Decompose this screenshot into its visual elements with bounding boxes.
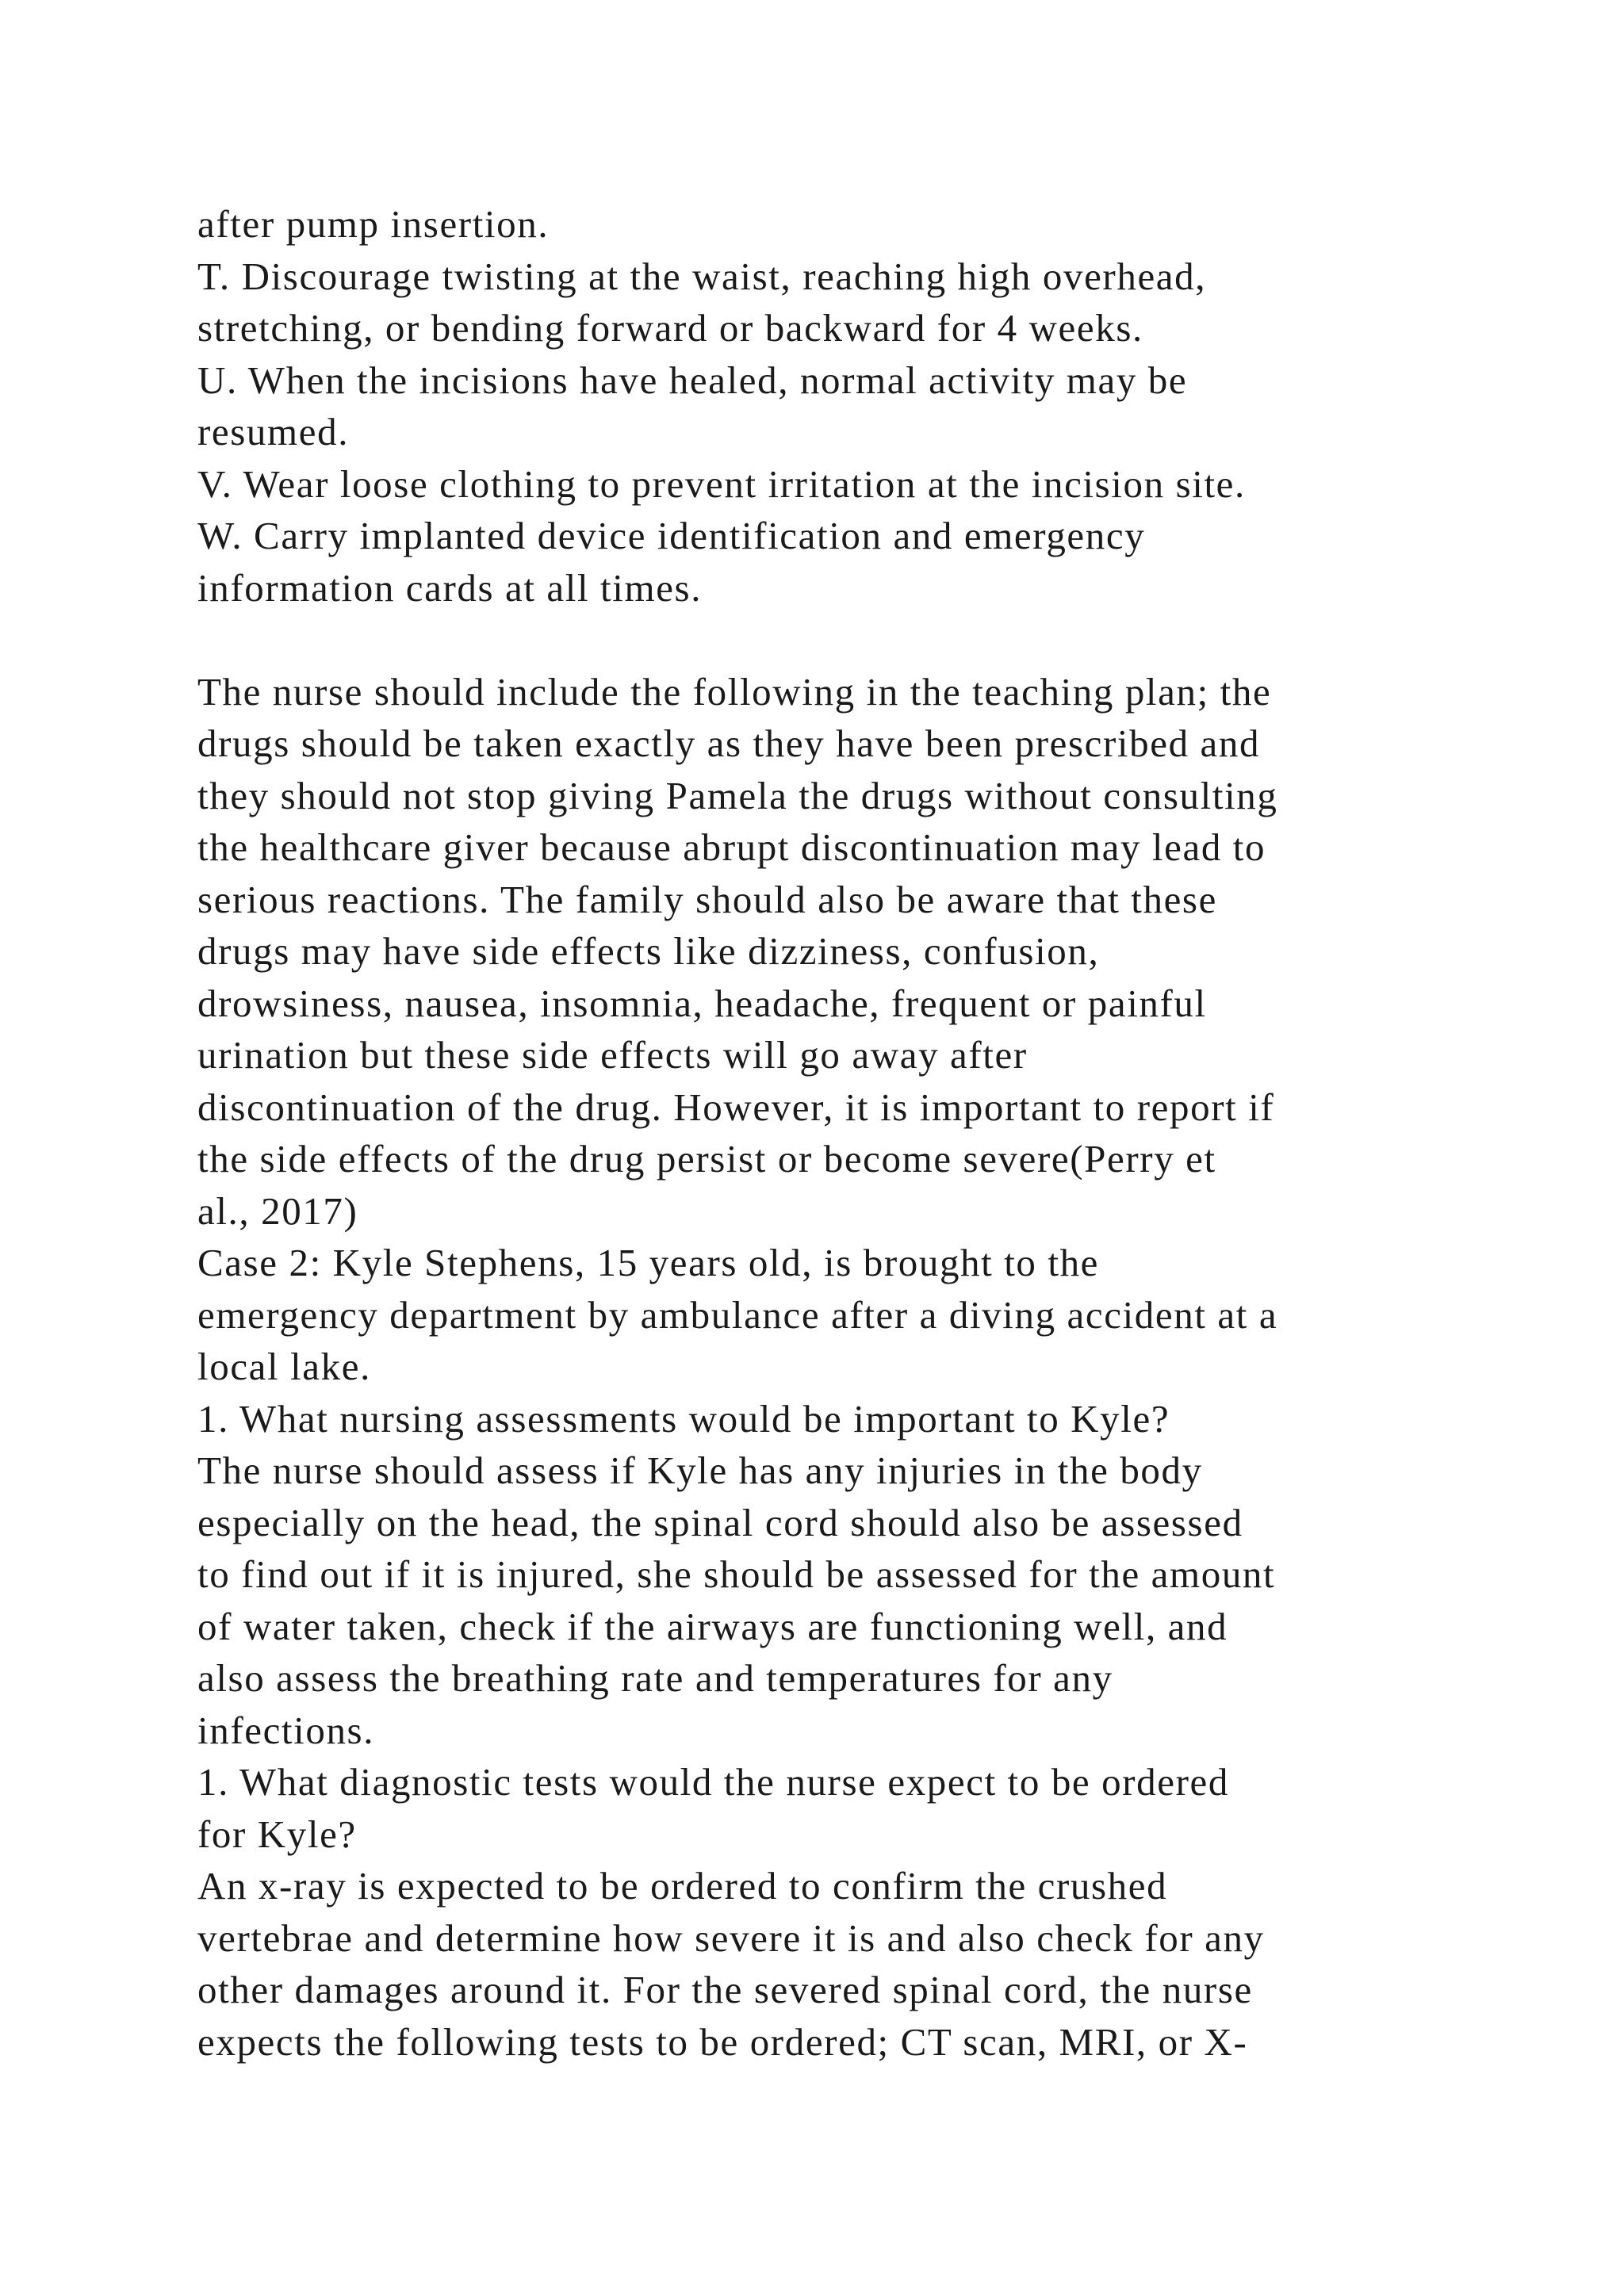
case-heading: Case 2: Kyle Stephens, 15 years old, is brought to the <box>197 1241 1100 1284</box>
question-line: 1. What nursing assessments would be important to Kyle? <box>197 1396 1170 1441</box>
text-line: serious reactions. The family should also be aware that these <box>197 877 1217 921</box>
text-line: vertebrae and determine how severe it is and also check for any <box>197 1915 1265 1960</box>
text-line: drowsiness, nausea, insomnia, headache, frequent or painful <box>197 981 1207 1025</box>
text-line: to find out if it is injured, she should be assessed for the amount <box>197 1552 1276 1596</box>
text-line: discontinuation of the drug. However, it is important to report if <box>197 1085 1275 1129</box>
text-line: stretching, or bending forward or backward for 4 weeks. <box>197 306 1143 350</box>
text-line: drugs should be taken exactly as they have been prescribed and <box>197 721 1261 765</box>
text-line: W. Carry implanted device identification and emergency <box>197 514 1146 557</box>
question-line: 1. What diagnostic tests would the nurse expect to be ordered <box>197 1760 1229 1804</box>
text-line: urination but these side effects will go away after <box>197 1033 1028 1077</box>
text-line: of water taken, check if the airways are functioning well, and <box>197 1604 1228 1648</box>
text-line: other damages around it. For the severed spinal cord, the nurse <box>197 1968 1253 2011</box>
text-line: V. Wear loose clothing to prevent irritation at the incision site. <box>197 461 1246 506</box>
text-line: for Kyle? <box>197 1812 357 1856</box>
text-line: after pump insertion. <box>197 202 550 246</box>
text-line: al., 2017) <box>197 1188 358 1233</box>
text-line: expects the following tests to be ordered; CT scan, MRI, or X- <box>197 2019 1248 2064</box>
text-line: The nurse should include the following in the teaching plan; the <box>197 669 1272 714</box>
text-line: An x-ray is expected to be ordered to confirm the crushed <box>197 1864 1168 1908</box>
text-line: emergency department by ambulance after a diving accident at a <box>197 1292 1278 1337</box>
text-line: resumed. <box>197 410 350 453</box>
text-line: local lake. <box>197 1345 371 1388</box>
document-text <box>197 198 1466 2068</box>
text-line: information cards at all times. <box>197 565 703 610</box>
paragraph-spacer <box>197 614 1466 666</box>
text-line: especially on the head, the spinal cord should also be assessed <box>197 1500 1243 1544</box>
text-line: the side effects of the drug persist or become severe(Perry et <box>197 1137 1216 1181</box>
text-line: they should not stop giving Pamela the drugs without consulting <box>197 773 1278 817</box>
text-line: drugs may have side effects like dizziness, confusion, <box>197 929 1100 973</box>
text-line: The nurse should assess if Kyle has any injuries in the body <box>197 1448 1203 1492</box>
text-line: infections. <box>197 1708 375 1752</box>
text-line: T. Discourage twisting at the waist, reaching high overhead, <box>197 254 1207 298</box>
text-line: U. When the incisions have healed, normal activity may be <box>197 358 1188 402</box>
text-line: the healthcare giver because abrupt discontinuation may lead to <box>197 825 1266 869</box>
text-line: also assess the breathing rate and temperatures for any <box>197 1656 1113 1700</box>
